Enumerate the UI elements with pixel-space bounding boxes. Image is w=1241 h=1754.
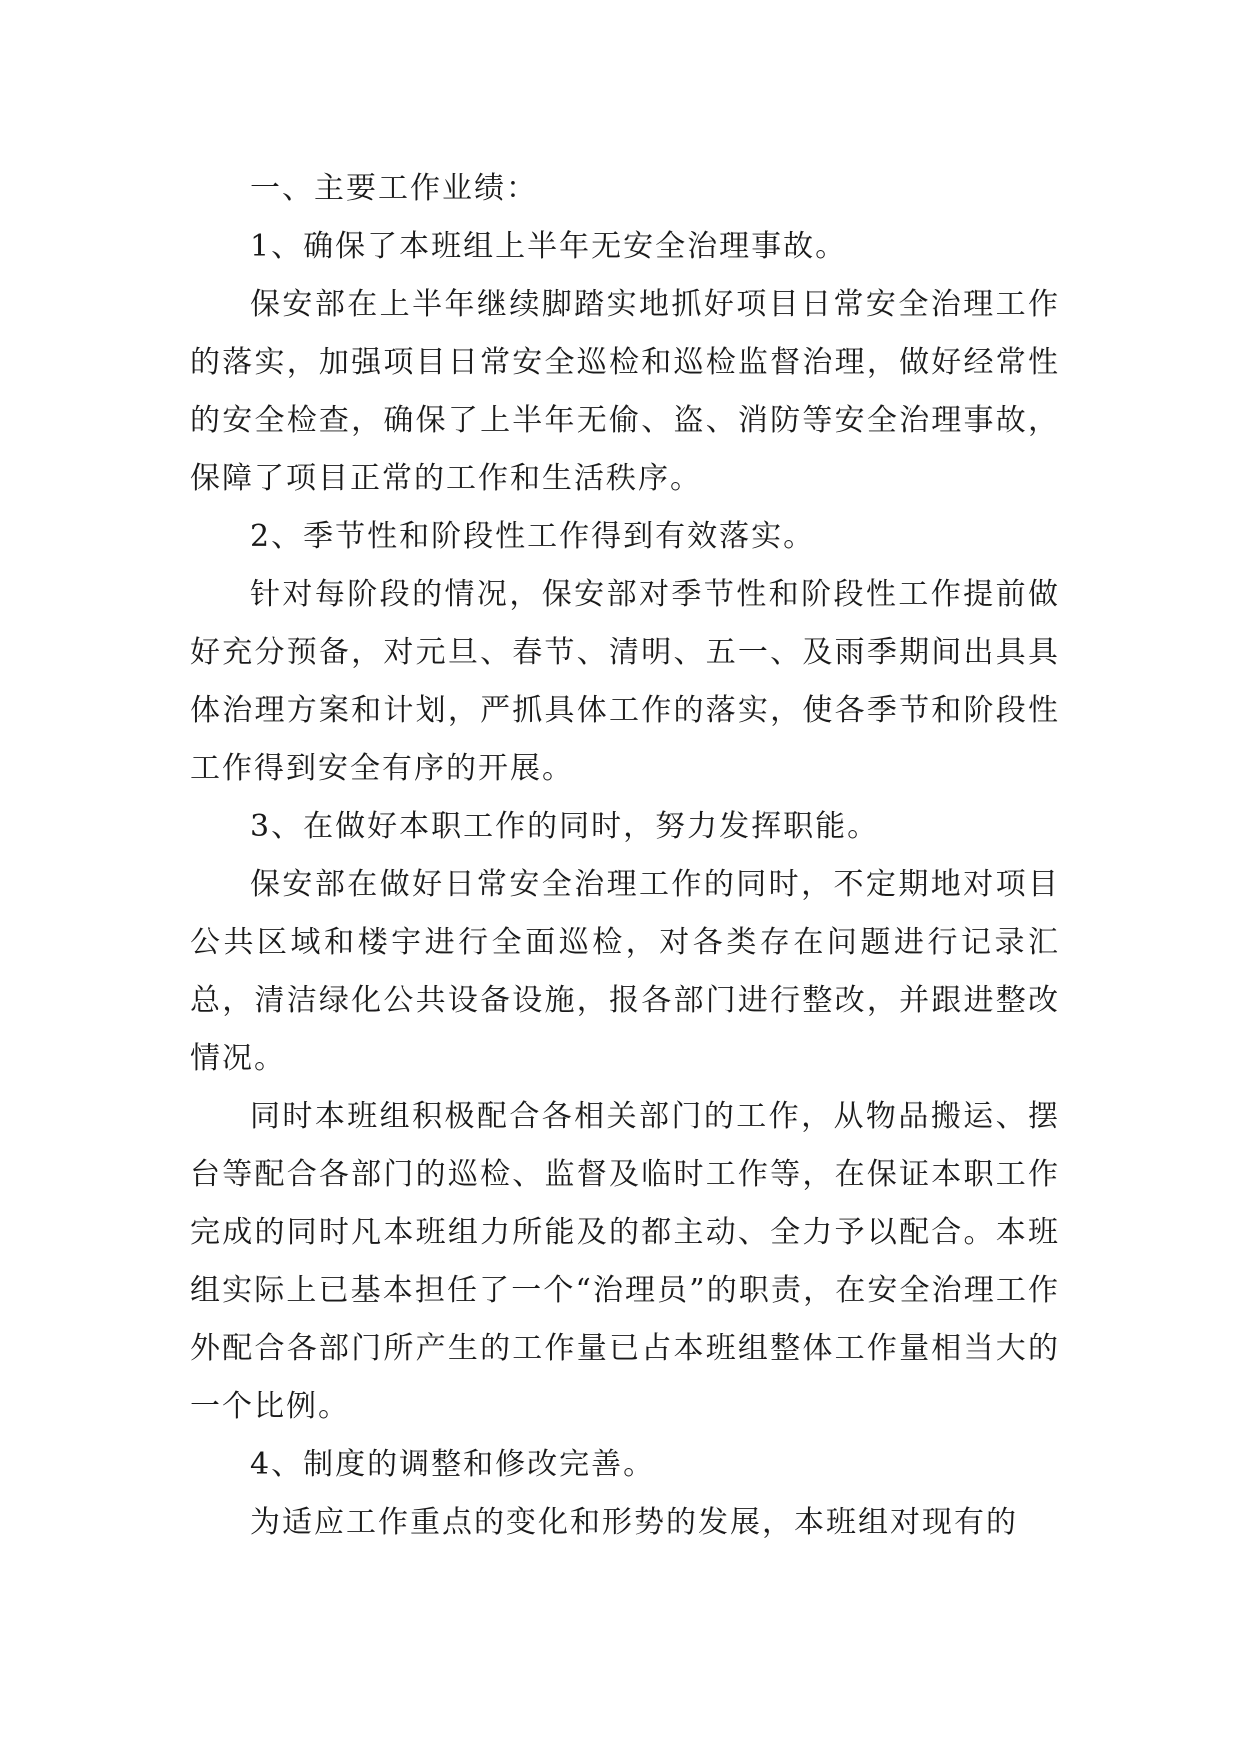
paragraph-2: 针对每阶段的情况，保安部对季节性和阶段性工作提前做好充分预备，对元旦、春节、清明、五一、及雨季期间出具具体治理方案和计划，严抓具体工作的落实，使各季节和阶段性工作得到安全有序的开展。	[190, 577, 1060, 786]
paragraph-4: 同时本班组积极配合各相关部门的工作，从物品搬运、摆台等配合各部门的巡检、监督及临时工作等，在保证本职工作完成的同时凡本班组力所能及的都主动、全力予以配合。本班组实际上已基本担任了一个“治理员”的职责，在安全治理工作外配合各部门所产生的工作量已占本班组整体工作量相当大的一个比例。	[190, 1099, 1060, 1424]
item-heading-2: 2、季节性和阶段性工作得到有效落实。	[250, 519, 816, 554]
paragraph-3: 保安部在做好日常安全治理工作的同时，不定期地对项目公共区域和楼宇进行全面巡检，对各类存在问题进行记录汇总，清洁绿化公共设备设施，报各部门进行整改，并跟进整改情况。	[190, 867, 1060, 1076]
item-heading-3: 3、在做好本职工作的同时，努力发挥职能。	[250, 809, 880, 844]
paragraph-1: 保安部在上半年继续脚踏实地抓好项目日常安全治理工作的落实，加强项目日常安全巡检和巡检监督治理，做好经常性的安全检查，确保了上半年无偷、盗、消防等安全治理事故，保障了项目正常的工作和生活秩序。	[190, 287, 1060, 496]
item-heading-4: 4、制度的调整和修改完善。	[250, 1447, 656, 1482]
document-body	[190, 160, 1060, 1552]
paragraph-5: 为适应工作重点的变化和形势的发展，本班组对现有的	[250, 1505, 1018, 1540]
item-heading-1: 1、确保了本班组上半年无安全治理事故。	[250, 229, 848, 264]
section-heading: 一、主要工作业绩：	[250, 171, 538, 206]
